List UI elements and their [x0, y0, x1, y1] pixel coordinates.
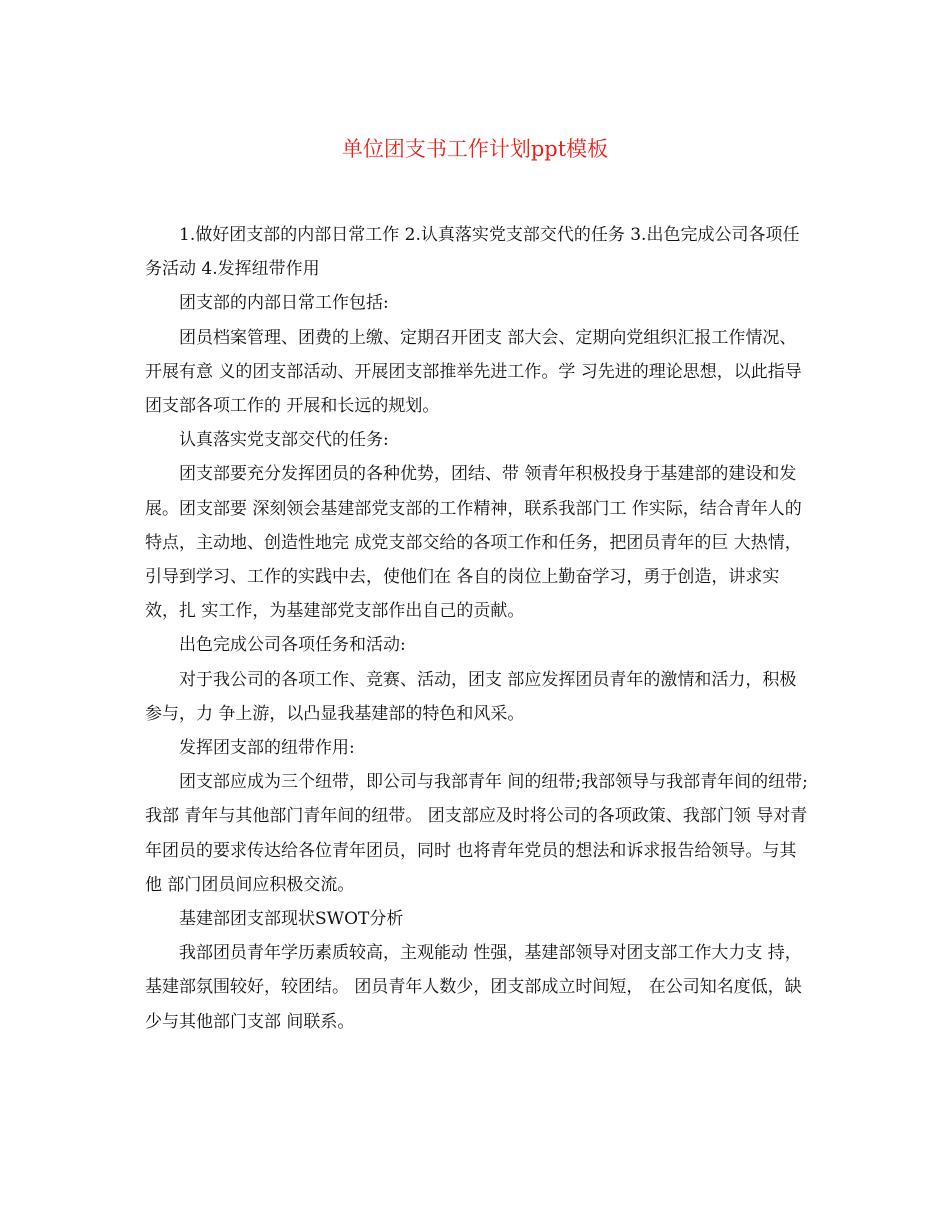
paragraph-11: 我部团员青年学历素质较高，主观能动 性强，基建部领导对团支部工作大力支 持，基建部氛围较好，较团结。 团员青年人数少，团支部成立时间短， 在公司知名度低，缺少与其他部门支部 间联系。	[145, 943, 802, 1032]
paragraph-7: 对于我公司的各项工作、竞赛、活动，团支 部应发挥团员青年的激情和活力，积极参与，力 争上游，以凸显我基建部的特色和风采。	[145, 669, 797, 724]
paragraph-1: 1.做好团支部的内部日常工作 2.认真落实党支部交代的任务 3.出色完成公司各项任务活动 4.发挥纽带作用	[145, 225, 800, 280]
paragraph-10: 基建部团支部现状SWOT分析	[179, 909, 404, 930]
paragraph-9: 团支部应成为三个纽带，即公司与我部青年 间的纽带;我部领导与我部青年间的纽带;我部 青年与其他部门青年间的纽带。 团支部应及时将公司的各项政策、我部门领 导对青年团员的要求传达给各位青年团员，同时 也将青年党员的想法和诉求报告给领导。与其他 部门团员间应积极交流。	[145, 772, 808, 895]
document-title: 单位团支书工作计划ppt模板	[341, 137, 609, 161]
paragraph-2: 团支部的内部日常工作包括:	[179, 293, 389, 314]
paragraph-5: 团支部要充分发挥团员的各种优势，团结、带 领青年积极投身于基建部的建设和发展。团支部要 深刻领会基建部党支部的工作精神，联系我部门工 作实际，结合青年人的特点，主动地、创造性地完 成党支部交给的各项工作和任务，把团员青年的巨 大热情，引导到学习、工作的实践中去，使他们在 各自的岗位上勤奋学习，勇于创造，讲求实效，扎 实工作，为基建部党支部作出自己的贡献。	[145, 464, 802, 622]
paragraph-6: 出色完成公司各项任务和活动:	[179, 635, 406, 656]
paragraph-4: 认真落实党支部交代的任务:	[179, 430, 389, 451]
document-body	[145, 218, 813, 1039]
paragraph-8: 发挥团支部的纽带作用:	[179, 738, 355, 759]
paragraph-3: 团员档案管理、团费的上缴、定期召开团支 部大会、定期向党组织汇报工作情况、开展有意 义的团支部活动、开展团支部推举先进工作。学 习先进的理论思想，以此指导团支部各项工作的 开展和长远的规划。	[145, 327, 802, 417]
